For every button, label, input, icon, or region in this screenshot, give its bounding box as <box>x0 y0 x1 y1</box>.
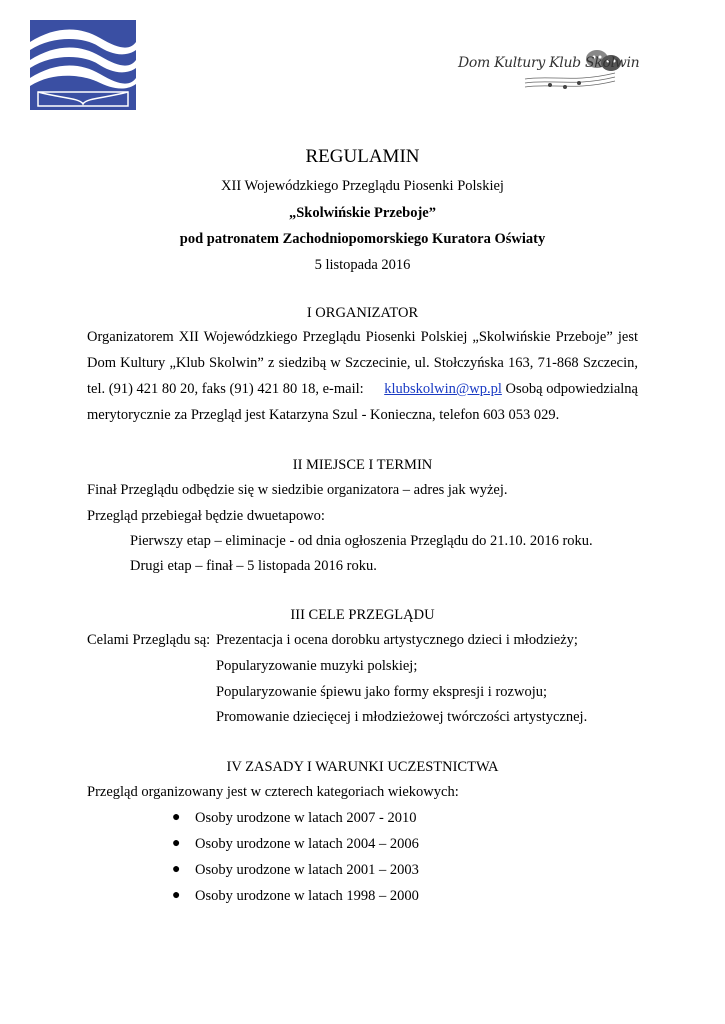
wave-logo-icon <box>30 20 136 110</box>
section1-heading: I ORGANIZATOR <box>306 305 419 321</box>
subtitle-line1: XII Wojewódzkiego Przeglądu Piosenki Polskiej <box>221 178 504 194</box>
section2-line1: Finał Przeglądu odbędzie się w siedzibie organizatora – adres jak wyżej. <box>87 482 508 498</box>
section3-heading: III CELE PRZEGLĄDU <box>290 607 435 623</box>
category-item: Osoby urodzone w latach 2004 – 2006 <box>195 836 419 852</box>
section4-heading: IV ZASADY I WARUNKI UCZESTNICTWA <box>226 759 499 775</box>
section1-line4: merytorycznie za Przegląd jest Katarzyna Szul - Konieczna, telefon 603 053 029. <box>87 407 560 423</box>
category-item: Osoby urodzone w latach 2001 – 2003 <box>195 862 419 878</box>
section2-heading: II MIEJSCE I TERMIN <box>292 457 433 473</box>
section1-line3-pre: tel. (91) 421 80 20, faks (91) 421 80 18, e-mail: <box>87 381 368 397</box>
subtitle-line3: pod patronatem Zachodniopomorskiego Kuratora Oświaty <box>179 231 546 247</box>
bullet-icon: ● <box>172 810 181 825</box>
bullet-icon: ● <box>172 888 181 903</box>
goal-item: Promowanie dziecięcej i młodzieżowej twórczości artystycznej. <box>216 709 588 725</box>
section1-line2: Dom Kultury „Klub Skolwin” z siedzibą w Szczecinie, ul. Stołczyńska 163, 71-868 Szczecin, <box>87 355 638 371</box>
goal-item: Prezentacja i ocena dorobku artystycznego dzieci i młodzieży; <box>216 632 578 648</box>
bullet-icon: ● <box>172 836 181 851</box>
email-link[interactable]: klubskolwin@wp.pl <box>384 381 502 397</box>
club-logo <box>455 45 640 100</box>
section1-line1: Organizatorem XII Wojewódzkiego Przeglądu Piosenki Polskiej „Skolwińskie Przeboje” jest <box>87 329 638 345</box>
section4-intro: Przegląd organizowany jest w czterech kategoriach wiekowych: <box>87 784 459 800</box>
section2-line4: Drugi etap – finał – 5 listopada 2016 roku. <box>130 558 377 574</box>
subtitle-date: 5 listopada 2016 <box>314 257 411 273</box>
section2-line3: Pierwszy etap – eliminacje - od dnia ogłoszenia Przeglądu do 21.10. 2016 roku. <box>130 533 593 549</box>
section2-line2: Przegląd przebiegał będzie dwuetapowo: <box>87 508 325 524</box>
section3-label: Celami Przeglądu są: <box>87 632 211 648</box>
subtitle-line2: „Skolwińskie Przeboje” <box>288 205 436 221</box>
category-item: Osoby urodzone w latach 2007 - 2010 <box>195 810 417 826</box>
page-title: REGULAMIN <box>305 146 420 167</box>
goal-item: Popularyzowanie śpiewu jako formy ekspresji i rozwoju; <box>216 684 548 700</box>
club-logo-text: Dom Kultury Klub Skolwin <box>458 55 640 71</box>
section1-line3 <box>87 381 638 398</box>
category-item: Osoby urodzone w latach 1998 – 2000 <box>195 888 419 904</box>
section1-line3-post: Osobą odpowiedzialną <box>501 381 638 397</box>
bullet-icon: ● <box>172 862 181 877</box>
goal-item: Popularyzowanie muzyki polskiej; <box>216 658 418 674</box>
